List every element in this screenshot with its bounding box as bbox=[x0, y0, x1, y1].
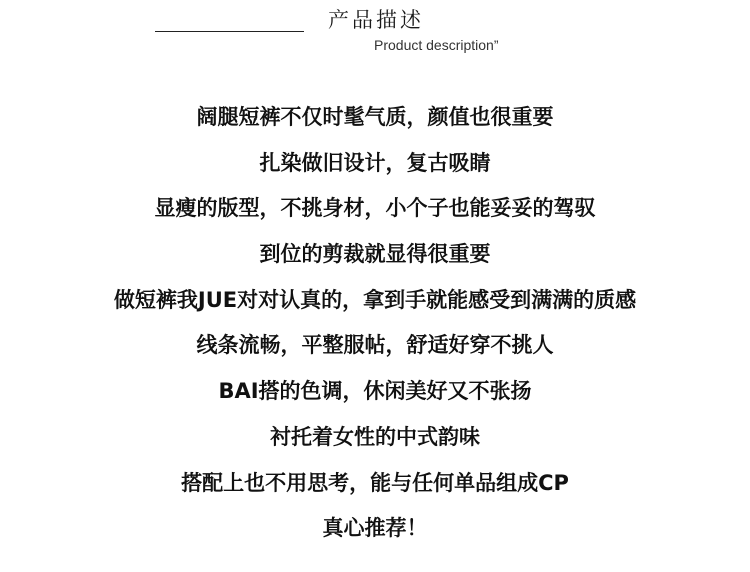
section-title: 产品描述 bbox=[328, 8, 424, 32]
description-line: 阔腿短裤不仅时髦气质，颜值也很重要 bbox=[196, 105, 554, 129]
header-divider-line bbox=[155, 31, 304, 32]
description-line: BAI搭的色调，休闲美好又不张扬 bbox=[218, 379, 532, 404]
description-line: 线条流畅，平整服帖，舒适好穿不挑人 bbox=[196, 333, 554, 358]
section-header bbox=[0, 0, 750, 70]
description-line: 衬托着女性的中式韵味 bbox=[270, 424, 480, 449]
description-line: 到位的剪裁就显得很重要 bbox=[259, 242, 491, 267]
section-subtitle: Product description” bbox=[374, 37, 499, 53]
product-description-text bbox=[0, 98, 750, 555]
description-line: 真心推荐！ bbox=[322, 516, 428, 541]
description-line: 搭配上也不用思考，能与任何单品组成CP bbox=[181, 470, 569, 495]
description-line: 显瘦的版型，不挑身材，小个子也能妥妥的驾驭 bbox=[154, 196, 596, 221]
description-line: 做短裤我JUE对对认真的，拿到手就能感受到满满的质感 bbox=[113, 287, 637, 312]
description-line: 扎染做旧设计，复古吸睛 bbox=[259, 150, 491, 175]
